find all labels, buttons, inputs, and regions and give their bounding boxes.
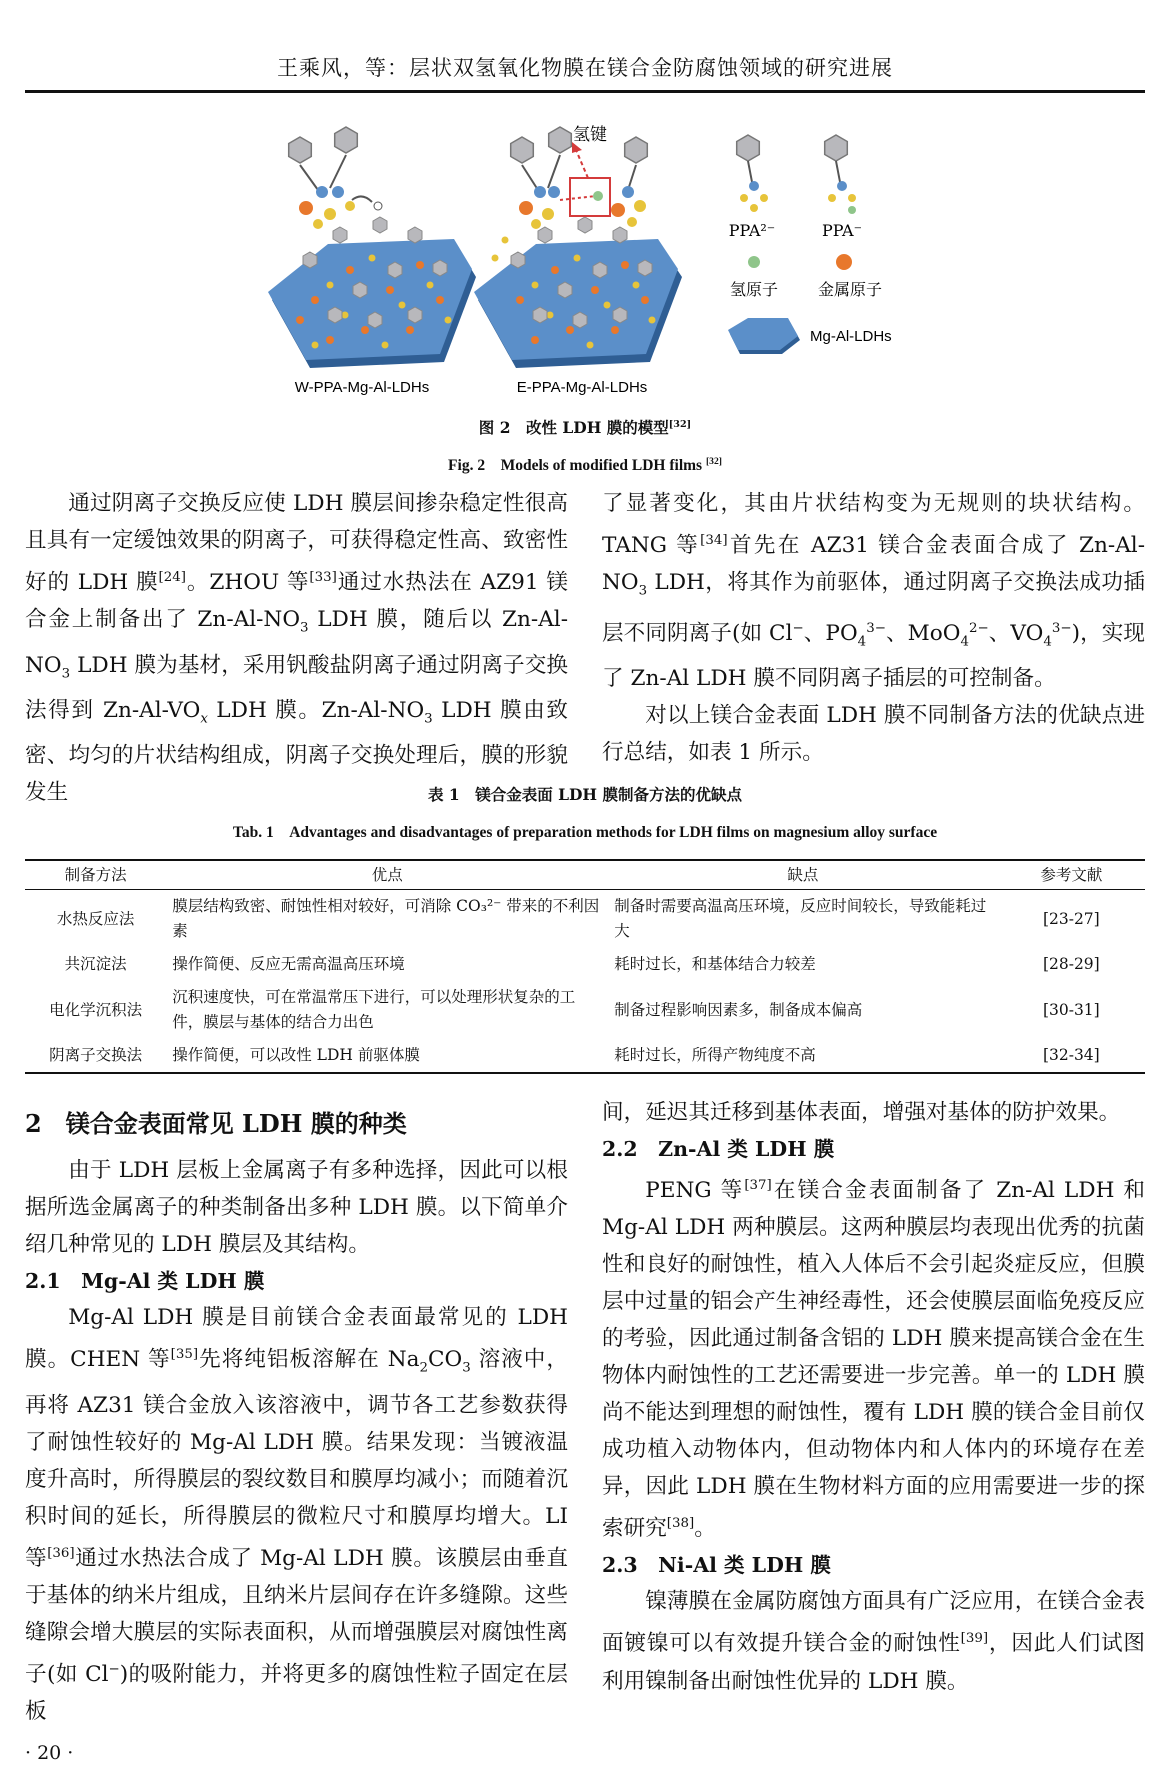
paragraph-tang: 了显著变化，其由片状结构变为无规则的块状结构。TANG 等[34]首先在 AZ31 镁合金表面合成了 $Zn-Al-NO_3$ LDH，将其作为前驱体，通过阴离子交换法成功插层不同阴离子(如 Cl−、$PO_4^{3-}$、MoO$_4^{2-}$、$VO_4^{3-}$)，实现了 Zn-Al LDH 膜不同阴离子插层的可控制备。 xyxy=(602,491,1145,691)
paragraph-zn-al: PENG 等[37]在镁合金表面制备了 Zn-Al LDH 和 Mg-Al LDH 两种膜层。这两种膜层均表现出优秀的抗菌性和良好的耐蚀性，植入人体后不会引起炎症反应，但膜层中过量的铝会产生神经毒性，还会使膜层面临免疫反应的考验，因此通过制备含铝的 LDH 膜来提高镁合金在生物体内耐蚀性的工艺还需要进一步完善。单一的 LDH 膜尚不能达到理想的耐蚀性，覆有 LDH 膜的镁合金目前仅成功植入动物体内，但动物体内和人体内的环境存在差异，因此 LDH 膜在生物材料方面的应用需要进一步的探索研究[38]。 xyxy=(602,1178,1145,1542)
table-cell-method: 水热反应法 xyxy=(56,909,135,928)
ldh-model-figure xyxy=(0,0,1170,400)
table-row xyxy=(25,890,1145,949)
table-row xyxy=(25,948,1145,981)
table-cell-references: [23-27] xyxy=(1042,909,1100,928)
table-header-disadvantages: 缺点 xyxy=(608,860,997,890)
table-cell-disadvantages: 制备时需要高温高压环境，反应时间较长，导致能耗过大 xyxy=(614,897,987,940)
section-2-1-heading: 2.1 Mg-Al 类 LDH 膜 xyxy=(25,1269,265,1293)
left-ldh-plate xyxy=(268,217,476,368)
left-ppa-molecule xyxy=(289,127,382,229)
table-cell-disadvantages: 制备过程影响因素多，制备成本偏高 xyxy=(614,1000,863,1019)
table-header-references: 参考文献 xyxy=(998,860,1145,890)
table-cell-advantages: 操作简便、反应无需高温高压环境 xyxy=(172,955,405,973)
hydrogen-bond-label: 氢键 xyxy=(573,125,607,145)
table-caption-cn: 表 1 镁合金表面 LDH 膜制备方法的优缺点 xyxy=(428,785,742,804)
table-row xyxy=(25,981,1145,1039)
lower-right-column xyxy=(602,1094,1145,1700)
table-cell-advantages: 操作简便，可以改性 LDH 前驱体膜 xyxy=(166,1039,608,1073)
upper-right-column xyxy=(602,485,1145,771)
table-header-row xyxy=(25,860,1145,890)
legend-hydrogen-atom: 氢原子 xyxy=(729,280,779,299)
paragraph-mg-al: Mg-Al LDH 膜是目前镁合金表面最常见的 LDH 膜。CHEN 等[35]先将纯铝板溶解在 $Na_2CO_3$ 溶液中，再将 AZ31 镁合金放入该溶液中，调节各工艺参数获得了耐蚀性较好的 Mg-Al LDH 膜。结果发现：当镀液温度升高时，所得膜层的裂纹数目和膜厚均减小；而随着沉积时间的延长，所得膜层的微粒尺寸和膜厚均增大。LI 等[36]通过水热法合成了 Mg-Al LDH 膜。该膜层由垂直于基体的纳米片组成，且纳米片层间存在许多缝隙。这些缝隙会增大膜层的实际表面积，从而增强膜层对腐蚀性离子(如 Cl−)的吸附能力，并将更多的腐蚀性粒子固定在层板 xyxy=(25,1305,568,1724)
table-cell-references: [28-29] xyxy=(1042,955,1100,973)
section-2-heading: 2 镁合金表面常见 LDH 膜的种类 xyxy=(25,1109,407,1138)
preparation-methods-table xyxy=(25,859,1145,1074)
paragraph-anion-exchange: 通过阴离子交换反应使 LDH 膜层间掺杂稳定性很高且具有一定缓蚀效果的阴离子，可获得稳定性高、致密性好的 LDH 膜[24]。ZHOU 等[33]通过水热法在 AZ91 镁合金上制备出了 $Zn-Al-NO_3$ LDH 膜，随后以 $Zn-Al-NO_3$ LDH 膜为基材，采用钒酸盐阴离子通过阴离子交换法得到 $Zn-Al-VO_x$ LDH 膜。$Zn-Al-NO_3$ LDH 膜由致密、均匀的片状结构组成，阴离子交换处理后，膜的形貌发生 xyxy=(25,491,568,806)
right-panel-label: E-PPA-Mg-Al-LDHs xyxy=(516,379,648,396)
left-panel-label: W-PPA-Mg-Al-LDHs xyxy=(294,379,430,396)
section-2-2-heading: 2.2 Zn-Al 类 LDH 膜 xyxy=(602,1137,835,1161)
upper-left-column xyxy=(25,485,568,811)
table-cell-disadvantages: 耗时过长，和基体结合力较差 xyxy=(614,955,816,973)
lower-left-column xyxy=(25,1104,568,1730)
paragraph-summary: 对以上镁合金表面 LDH 膜不同制备方法的优缺点进行总结，如表 1 所示。 xyxy=(602,703,1145,765)
right-ldh-plate xyxy=(474,217,682,368)
legend-ppa1: PPA⁻ xyxy=(821,221,863,240)
table-row xyxy=(25,1039,1145,1073)
table-cell-method: 阴离子交换法 xyxy=(25,1039,166,1073)
running-header: 王乘风，等：层状双氢氧化物膜在镁合金防腐蚀领域的研究进展 xyxy=(277,56,893,80)
figure-caption-en: Fig. 2 Models of modified LDH films [32] xyxy=(448,455,722,474)
table-cell-advantages: 沉积速度快，可在常温常压下进行，可以处理形状复杂的工件，膜层与基体的结合力出色 xyxy=(172,988,576,1031)
figure-legend xyxy=(728,135,892,354)
paragraph-ni-al: 镍薄膜在金属防腐蚀方面具有广泛应用，在镁合金表面镀镍可以有效提升镁合金的耐蚀性[39]，因此人们试图利用镍制备出耐蚀性优异的 LDH 膜。 xyxy=(602,1589,1145,1694)
paragraph-section-2-intro: 由于 LDH 层板上金属离子有多种选择，因此可以根据所选金属离子的种类制备出多种 LDH 膜。以下简单介绍几种常见的 LDH 膜层及其结构。 xyxy=(25,1158,568,1257)
table-header-method: 制备方法 xyxy=(25,860,166,890)
table-cell-references: [30-31] xyxy=(1042,1000,1100,1019)
page-number: · 20 · xyxy=(25,1742,74,1764)
paragraph-mg-al-continued: 间，延迟其迁移到基体表面，增强对基体的防护效果。 xyxy=(602,1100,1121,1125)
table-caption-en: Tab. 1 Advantages and disadvantages of preparation methods for LDH films on magnesium alloy surface xyxy=(232,824,938,841)
figure-caption-cn: 图 2 改性 LDH 膜的模型[32] xyxy=(478,418,692,437)
table-cell-method: 共沉淀法 xyxy=(64,955,127,973)
table-header-advantages: 优点 xyxy=(166,860,608,890)
legend-metal-atom: 金属原子 xyxy=(817,280,883,299)
table-cell-advantages: 膜层结构致密、耐蚀性相对较好，可消除 CO₃²⁻ 带来的不利因素 xyxy=(172,897,600,940)
table-cell-references: [32-34] xyxy=(998,1039,1145,1073)
table-cell-method: 电化学沉积法 xyxy=(49,1000,143,1019)
table-cell-disadvantages: 耗时过长，所得产物纯度不高 xyxy=(608,1039,997,1073)
legend-ldh: Mg-Al-LDHs xyxy=(810,328,892,345)
legend-ppa2: PPA²⁻ xyxy=(728,221,776,240)
section-2-3-heading: 2.3 Ni-Al 类 LDH 膜 xyxy=(602,1553,831,1578)
